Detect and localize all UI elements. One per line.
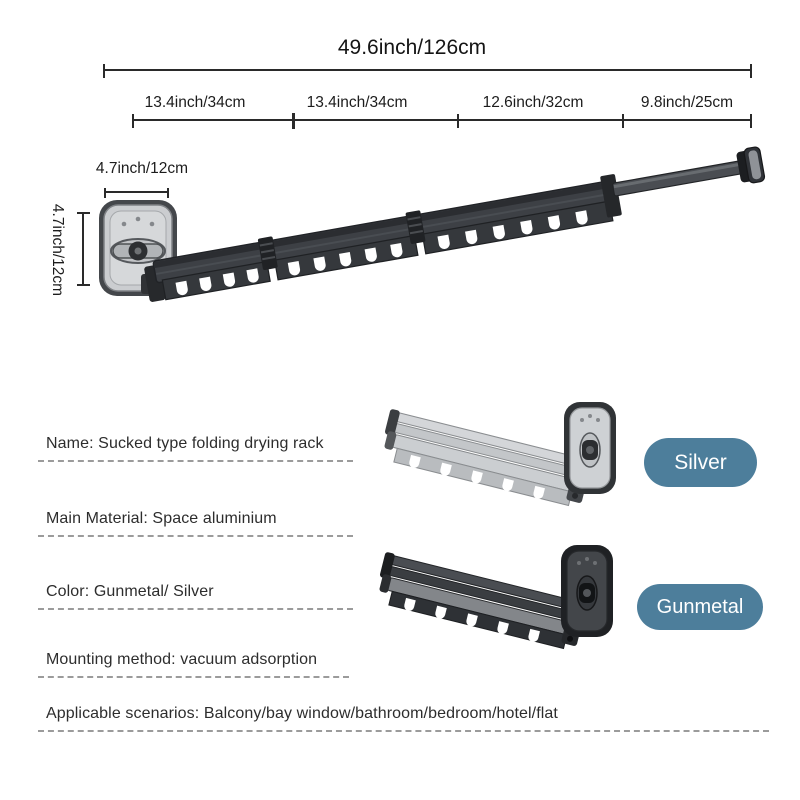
rack-telescopic-pole xyxy=(612,160,744,196)
drying-rack-extended-image xyxy=(85,126,775,311)
silver-badge xyxy=(644,438,757,487)
dimension-segment-2-label: 13.4inch/34cm xyxy=(306,94,408,111)
dimension-total-label: 49.6inch/126cm xyxy=(337,36,487,59)
silver-badge-label: Silver xyxy=(674,450,727,474)
dimension-mount-height-label: 4.7inch/12cm xyxy=(49,203,66,297)
suction-mount-gunmetal xyxy=(561,545,613,637)
folded-rack-gunmetal xyxy=(373,552,587,653)
tick-mark xyxy=(103,64,105,78)
spec-applicable-scenarios: Applicable scenarios: Balcony/bay window/bathroom/bedroom/hotel/flat xyxy=(38,705,769,732)
dimension-segment-1-label: 13.4inch/34cm xyxy=(144,94,246,111)
spec-color: Color: Gunmetal/ Silver xyxy=(38,583,353,610)
gunmetal-badge-label: Gunmetal xyxy=(656,595,744,618)
spec-name: Name: Sucked type folding drying rack xyxy=(38,435,353,462)
gunmetal-variant-image xyxy=(383,543,633,668)
spec-mounting-method: Mounting method: vacuum adsorption xyxy=(38,651,349,678)
dimension-segment-4-label: 9.8inch/25cm xyxy=(640,94,734,111)
tick-mark xyxy=(750,64,752,78)
silver-variant-image xyxy=(388,398,633,530)
suction-mount-silver xyxy=(564,402,616,494)
dimension-line-mount-height xyxy=(82,213,84,286)
dimension-line-segments xyxy=(133,119,752,121)
rack-end-cap xyxy=(736,146,766,185)
spec-material: Main Material: Space aluminium xyxy=(38,510,353,537)
dimension-line-total xyxy=(104,69,752,71)
rack-rail xyxy=(142,146,768,302)
folded-rack-silver xyxy=(378,409,592,510)
dimension-segment-3-label: 12.6inch/32cm xyxy=(482,94,584,111)
gunmetal-badge xyxy=(637,584,763,630)
dimension-mount-width-label: 4.7inch/12cm xyxy=(95,160,189,177)
